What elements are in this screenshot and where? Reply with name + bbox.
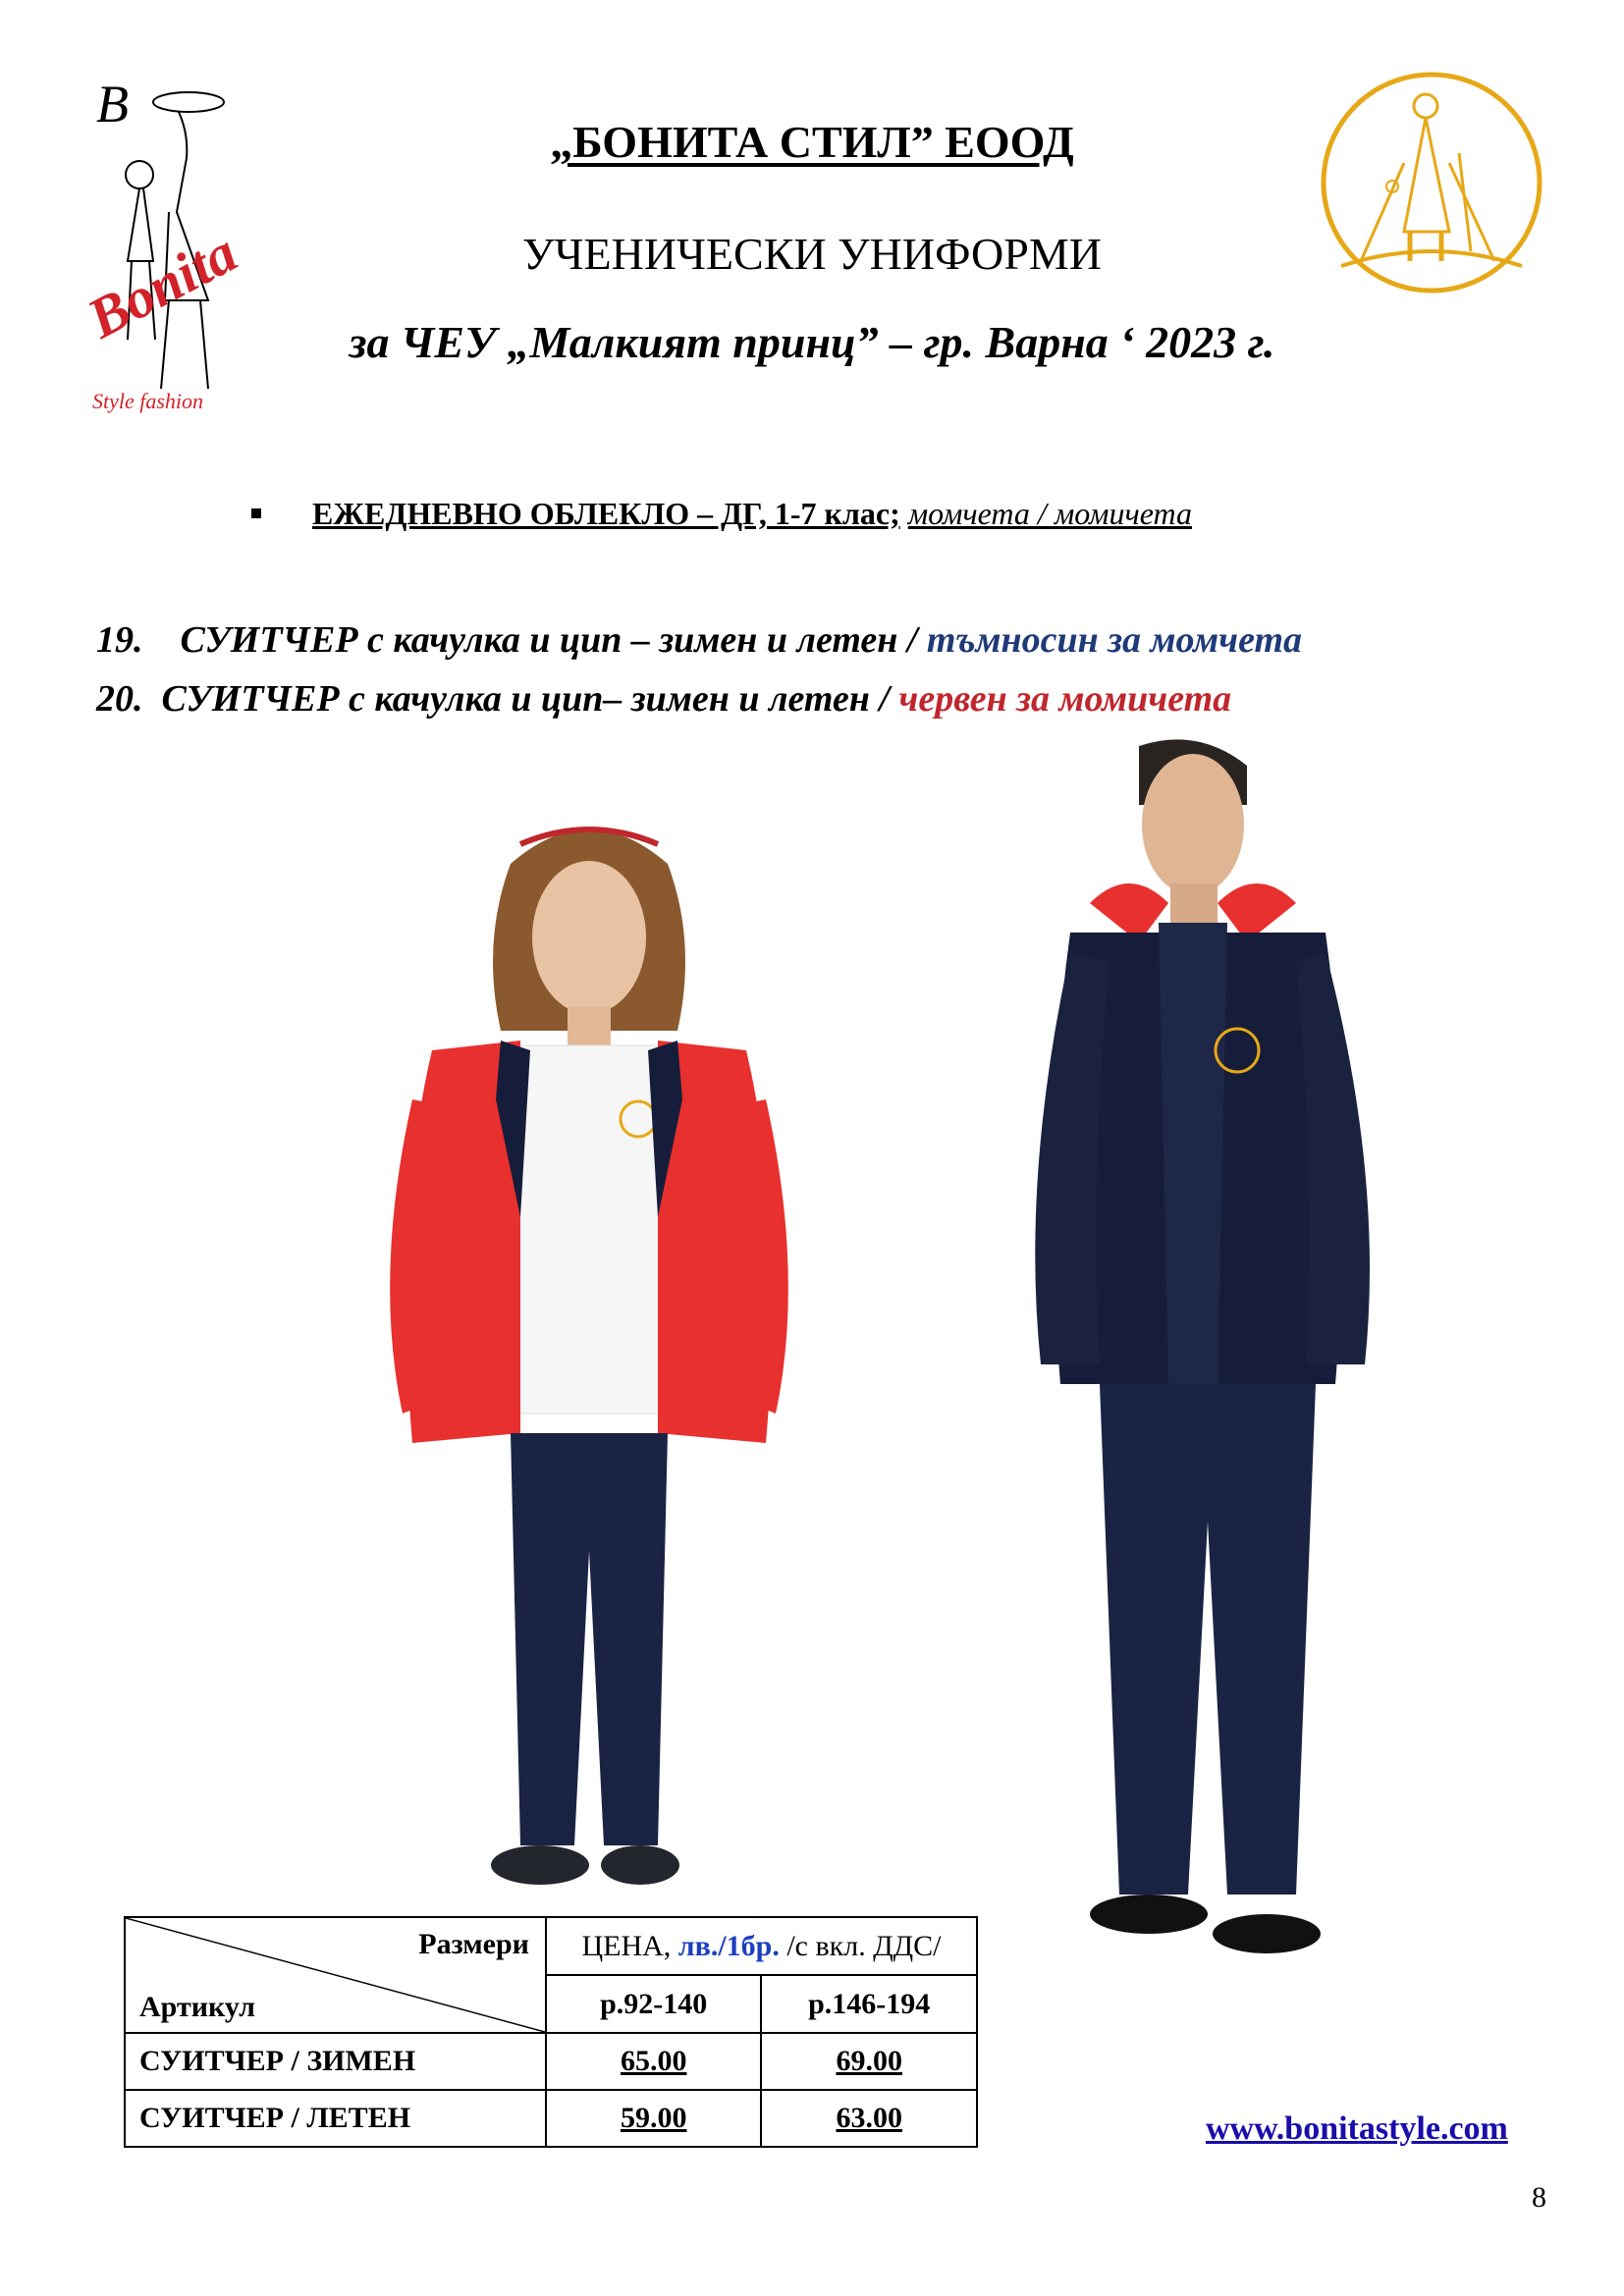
article-name: СУИТЧЕР / ЗИМЕН <box>125 2033 546 2090</box>
table-header-row <box>125 1917 977 1975</box>
size-range-2: р.146-194 <box>761 1975 977 2033</box>
price-cell: 63.00 <box>761 2090 977 2147</box>
item-text: СУИТЧЕР с качулка и цип – зимен и летен / <box>180 619 918 661</box>
price-header <box>546 1917 977 1975</box>
item-number: 20. <box>96 678 143 720</box>
document-subtitle: УЧЕНИЧЕСКИ УНИФОРМИ <box>522 229 1102 279</box>
price-cell: 59.00 <box>546 2090 761 2147</box>
company-name: „БОНИТА СТИЛ” ЕООД <box>550 117 1074 167</box>
section-italic-text: момчета / момичета <box>907 496 1192 531</box>
photo-boy-navy-hoodie <box>1001 736 1394 1993</box>
svg-text:B: B <box>96 75 129 133</box>
item-line-19 <box>96 618 1302 662</box>
article-label: Артикул <box>139 1991 255 2023</box>
section-heading <box>251 496 1192 532</box>
section-bold-text: ЕЖЕДНЕВНО ОБЛЕКЛО – ДГ, 1-7 клас; <box>312 496 900 531</box>
price-unit: лв./1бр. <box>677 1929 780 1962</box>
table-row <box>125 2033 977 2090</box>
school-line: за ЧЕУ „Малкият принц” – гр. Варна ‘ 2023 г. <box>349 317 1275 367</box>
size-range-1: р.92-140 <box>546 1975 761 2033</box>
bullet-icon <box>251 508 261 518</box>
item-number: 19. <box>96 619 143 661</box>
table-row <box>125 2090 977 2147</box>
svg-text:Bonita: Bonita <box>77 220 247 351</box>
header-diagonal-cell <box>125 1917 546 2033</box>
photo-girl-red-hoodie <box>373 805 805 1914</box>
website-link[interactable]: www.bonitastyle.com <box>1206 2110 1508 2147</box>
price-label: ЦЕНА, <box>581 1929 672 1962</box>
price-cell: 65.00 <box>546 2033 761 2090</box>
svg-text:Style fashion: Style fashion <box>92 389 204 413</box>
page-number: 8 <box>1532 2181 1546 2214</box>
item-color-text: тъмносин за момчета <box>926 619 1303 661</box>
price-table <box>124 1916 978 2148</box>
sizes-label: Размери <box>418 1928 529 1960</box>
price-note: /с вкл. ДДС/ <box>786 1929 942 1962</box>
item-text: СУИТЧЕР с качулка и цип– зимен и летен / <box>161 678 890 720</box>
item-line-20 <box>96 677 1231 721</box>
article-name: СУИТЧЕР / ЛЕТЕН <box>125 2090 546 2147</box>
item-color-text: червен за момичета <box>898 678 1232 720</box>
price-cell: 69.00 <box>761 2033 977 2090</box>
